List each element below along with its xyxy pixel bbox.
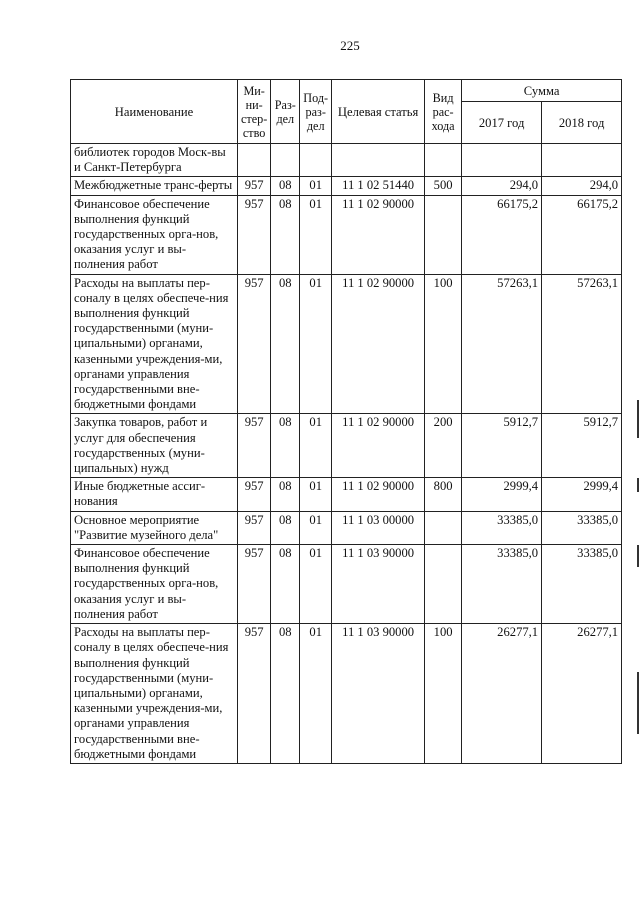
table-row	[71, 478, 622, 511]
table-row	[71, 144, 622, 177]
cell-section: 08	[271, 624, 300, 764]
table-row	[71, 511, 622, 544]
cell-subsection: 01	[300, 195, 332, 274]
cell-target: 11 1 03 00000	[332, 511, 425, 544]
scan-edge-mark	[637, 672, 639, 734]
cell-subsection: 01	[300, 511, 332, 544]
cell-target: 11 1 02 51440	[332, 177, 425, 195]
cell-section: 08	[271, 274, 300, 414]
cell-y2018: 57263,1	[542, 274, 622, 414]
header-name: Наименование	[71, 80, 238, 144]
cell-name: библиотек городов Моск-вы и Санкт-Петербурга	[71, 144, 238, 177]
cell-ministry: 957	[238, 511, 271, 544]
cell-section: 08	[271, 177, 300, 195]
header-target: Целевая статья	[332, 80, 425, 144]
cell-target: 11 1 02 90000	[332, 195, 425, 274]
cell-section: 08	[271, 478, 300, 511]
cell-y2017: 66175,2	[462, 195, 542, 274]
cell-type: 800	[425, 478, 462, 511]
table-row	[71, 545, 622, 624]
header-2017: 2017 год	[462, 102, 542, 144]
cell-y2018: 33385,0	[542, 511, 622, 544]
cell-y2017: 33385,0	[462, 545, 542, 624]
cell-type	[425, 195, 462, 274]
cell-y2017: 26277,1	[462, 624, 542, 764]
table-row	[71, 177, 622, 195]
header-type: Вид рас-хода	[425, 80, 462, 144]
cell-y2017	[462, 144, 542, 177]
table-row	[71, 195, 622, 274]
cell-name: Межбюджетные транс-ферты	[71, 177, 238, 195]
cell-target: 11 1 02 90000	[332, 274, 425, 414]
header-section: Раз-дел	[271, 80, 300, 144]
cell-y2018: 66175,2	[542, 195, 622, 274]
cell-subsection	[300, 144, 332, 177]
cell-ministry	[238, 144, 271, 177]
page-number: 225	[340, 38, 360, 53]
cell-subsection: 01	[300, 478, 332, 511]
cell-target	[332, 144, 425, 177]
cell-target: 11 1 03 90000	[332, 624, 425, 764]
cell-ministry: 957	[238, 624, 271, 764]
cell-y2017: 5912,7	[462, 414, 542, 478]
cell-y2018	[542, 144, 622, 177]
cell-section	[271, 144, 300, 177]
cell-subsection: 01	[300, 414, 332, 478]
cell-type: 500	[425, 177, 462, 195]
cell-y2018: 5912,7	[542, 414, 622, 478]
cell-section: 08	[271, 545, 300, 624]
cell-ministry: 957	[238, 414, 271, 478]
header-2018: 2018 год	[542, 102, 622, 144]
cell-ministry: 957	[238, 545, 271, 624]
scan-edge-mark	[637, 478, 639, 492]
cell-ministry: 957	[238, 195, 271, 274]
header-ministry: Ми-ни-стер-ство	[238, 80, 271, 144]
cell-type	[425, 545, 462, 624]
table-row	[71, 624, 622, 764]
cell-y2017: 2999,4	[462, 478, 542, 511]
table-body	[71, 144, 622, 764]
budget-table	[70, 79, 622, 764]
cell-subsection: 01	[300, 177, 332, 195]
cell-name: Основное мероприятие "Развитие музейного дела"	[71, 511, 238, 544]
cell-name: Финансовое обеспечение выполнения функций государственных орга-нов, оказания услуг и вы-полнения работ	[71, 545, 238, 624]
cell-target: 11 1 02 90000	[332, 478, 425, 511]
header-subsection: Под-раз-дел	[300, 80, 332, 144]
cell-y2017: 33385,0	[462, 511, 542, 544]
cell-type: 100	[425, 624, 462, 764]
cell-y2018: 2999,4	[542, 478, 622, 511]
cell-section: 08	[271, 511, 300, 544]
cell-name: Закупка товаров, работ и услуг для обеспечения государственных (муни-ципальных) нужд	[71, 414, 238, 478]
scan-edge-mark	[637, 400, 639, 438]
cell-type	[425, 144, 462, 177]
cell-y2017: 57263,1	[462, 274, 542, 414]
cell-subsection: 01	[300, 274, 332, 414]
cell-subsection: 01	[300, 545, 332, 624]
cell-ministry: 957	[238, 478, 271, 511]
cell-ministry: 957	[238, 177, 271, 195]
cell-type	[425, 511, 462, 544]
cell-name: Иные бюджетные ассиг-нования	[71, 478, 238, 511]
cell-subsection: 01	[300, 624, 332, 764]
cell-section: 08	[271, 414, 300, 478]
cell-type: 200	[425, 414, 462, 478]
cell-section: 08	[271, 195, 300, 274]
cell-y2018: 26277,1	[542, 624, 622, 764]
table-row	[71, 414, 622, 478]
header-sum: Сумма	[462, 80, 622, 102]
cell-type: 100	[425, 274, 462, 414]
table-row	[71, 274, 622, 414]
cell-ministry: 957	[238, 274, 271, 414]
cell-name: Расходы на выплаты пер-соналу в целях обеспече-ния выполнения функций государственными (муни-ципальными) органами, казенными учреждения-ми, органами управления государственными вне-бюджетными фондами	[71, 274, 238, 414]
cell-target: 11 1 02 90000	[332, 414, 425, 478]
cell-y2017: 294,0	[462, 177, 542, 195]
cell-name: Расходы на выплаты пер-соналу в целях обеспече-ния выполнения функций государственными (муни-ципальными) органами, казенными учреждения-ми, органами управления государственными вне-бюджетными фондами	[71, 624, 238, 764]
scan-edge-mark	[637, 545, 639, 567]
cell-y2018: 33385,0	[542, 545, 622, 624]
cell-name: Финансовое обеспечение выполнения функций государственных орга-нов, оказания услуг и вы-полнения работ	[71, 195, 238, 274]
cell-target: 11 1 03 90000	[332, 545, 425, 624]
cell-y2018: 294,0	[542, 177, 622, 195]
